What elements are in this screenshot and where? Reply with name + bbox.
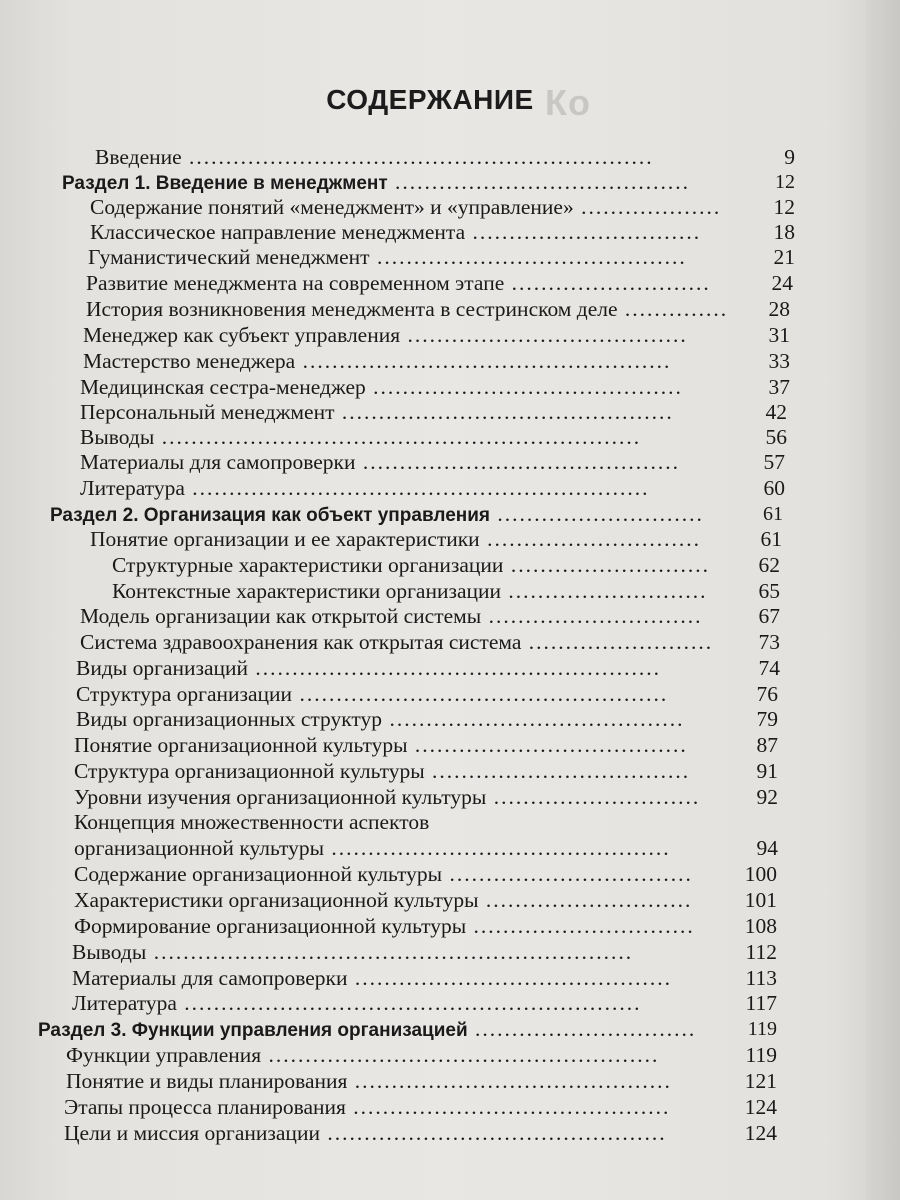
- toc-entry: [74, 758, 690, 784]
- entry-title: Понятие организации и ее характеристики: [90, 527, 480, 551]
- page-number: 112: [745, 940, 777, 964]
- entry-title: Персональный менеджмент: [80, 400, 335, 424]
- page-number: 119: [745, 1043, 777, 1067]
- toc-row: [74, 809, 820, 835]
- bleed-through-text: Ко: [545, 82, 591, 123]
- page-number: 67: [758, 604, 780, 628]
- toc-entry: [76, 681, 668, 707]
- entry-title: Структура организации: [76, 682, 293, 706]
- toc-entry: [74, 913, 695, 939]
- toc-row: [74, 913, 820, 939]
- entry-title: Концепция множественности аспектов: [74, 810, 430, 834]
- toc-row: [112, 578, 820, 604]
- page-number: 92: [756, 785, 778, 809]
- toc-entry: [83, 322, 688, 348]
- leader-dots: ..................................................: [295, 349, 672, 373]
- leader-dots: ..............................................: [319, 1121, 667, 1145]
- toc-row: [76, 681, 820, 707]
- toc-entry: [50, 501, 704, 529]
- leader-dots: ...............................................................: [181, 145, 654, 169]
- entry-title: Виды организаций: [76, 656, 249, 680]
- toc-entry: [74, 887, 692, 913]
- page-number: 100: [744, 862, 777, 886]
- toc-row: [64, 1120, 820, 1146]
- leader-dots: ..............................: [466, 914, 695, 938]
- entry-title: Модель организации как открытой системы: [80, 604, 482, 628]
- toc-row: [74, 861, 820, 887]
- page-number: 12: [773, 195, 795, 219]
- toc-entry: [88, 244, 687, 270]
- page-number: 28: [768, 297, 790, 321]
- toc-row: [66, 1068, 820, 1094]
- leader-dots: .................................................................: [146, 940, 634, 964]
- toc-entry: [80, 603, 702, 629]
- toc-entry: [80, 424, 641, 450]
- leader-dots: ...................: [573, 195, 722, 219]
- page-number: 18: [773, 220, 795, 244]
- toc-entry: [83, 348, 671, 374]
- toc-row: [80, 629, 820, 655]
- toc-entry: [112, 552, 710, 578]
- toc-row: [112, 552, 820, 578]
- entry-title: Этапы процесса планирования: [64, 1095, 346, 1119]
- leader-dots: ...............................: [465, 220, 702, 244]
- leader-dots: ............................: [486, 785, 701, 809]
- section-heading-row: [62, 169, 820, 195]
- section-heading-row: [50, 501, 820, 527]
- leader-dots: ...........................................: [345, 1095, 671, 1119]
- toc-entry: [80, 629, 713, 655]
- entry-title: Характеристики организационной культуры: [74, 888, 479, 912]
- toc-entry: [72, 939, 633, 965]
- toc-entry: [90, 526, 701, 552]
- entry-title: Классическое направление менеджмента: [90, 220, 466, 244]
- entry-title: Мастерство менеджера: [83, 349, 296, 373]
- toc-row: [74, 784, 820, 810]
- leader-dots: ..........................................: [365, 375, 683, 399]
- leader-dots: ..............................................: [324, 836, 671, 860]
- toc-row: [83, 348, 820, 374]
- toc-entry: [112, 578, 708, 604]
- toc-entry: [90, 194, 721, 220]
- toc-entry: [80, 399, 674, 425]
- toc-entry: [74, 835, 671, 861]
- page-number: 124: [744, 1095, 777, 1119]
- leader-dots: ............................: [478, 888, 693, 912]
- entry-title: Функции управления: [66, 1043, 262, 1067]
- leader-dots: .................................: [442, 862, 693, 886]
- page-number: 56: [765, 425, 787, 449]
- leader-dots: .........................: [521, 630, 714, 654]
- entry-title: Менеджер как субъект управления: [83, 323, 401, 347]
- toc-entry: [76, 655, 661, 681]
- entry-title: Развитие менеджмента на современном этапе: [86, 271, 505, 295]
- entry-title: Виды организационных структур: [76, 707, 383, 731]
- toc-row: [74, 835, 820, 861]
- toc-row: [64, 1094, 820, 1120]
- leader-dots: .............................................: [334, 400, 674, 424]
- entry-title: Введение: [95, 145, 182, 169]
- toc-entry: [76, 706, 684, 732]
- toc-entry: [95, 144, 654, 170]
- entry-title: Система здравоохранения как открытая система: [80, 630, 522, 654]
- entry-title: Содержание организационной культуры: [74, 862, 443, 886]
- toc-entry: [66, 1042, 659, 1068]
- leader-dots: ......................................: [400, 323, 688, 347]
- entry-title: Выводы: [80, 425, 155, 449]
- toc-row: [76, 706, 820, 732]
- leader-dots: ........................................: [387, 170, 691, 194]
- entry-title: Контекстные характеристики организации: [112, 579, 502, 603]
- toc-row: [83, 322, 820, 348]
- entry-title: Материалы для самопроверки: [72, 966, 348, 990]
- toc-entry: [86, 270, 711, 296]
- leader-dots: ...........................: [504, 271, 711, 295]
- entry-title: Цели и миссия организации: [64, 1121, 320, 1145]
- entry-title: Уровни изучения организационной культуры: [74, 785, 487, 809]
- page-number: 24: [771, 271, 793, 295]
- toc-row: [80, 603, 820, 629]
- toc-row: [90, 526, 820, 552]
- entry-title: Литература: [72, 991, 177, 1015]
- entry-title: организационной культуры: [74, 836, 325, 860]
- toc-row: [72, 939, 820, 965]
- toc-row: [72, 990, 820, 1016]
- page-number: 121: [744, 1069, 777, 1093]
- page-number: 87: [756, 733, 778, 757]
- leader-dots: ..............................................................: [176, 991, 642, 1015]
- page-number: 42: [765, 400, 787, 424]
- page-edge: [866, 0, 900, 1200]
- page-number: 21: [773, 245, 795, 269]
- toc-entry: [90, 219, 701, 245]
- toc-entry: [74, 809, 429, 835]
- toc-row: [74, 887, 820, 913]
- leader-dots: ..................................................: [292, 682, 669, 706]
- leader-dots: ...........................................: [347, 966, 672, 990]
- toc-row: [90, 219, 820, 245]
- page-number: 101: [744, 888, 777, 912]
- entry-title: Формирование организационной культуры: [74, 914, 467, 938]
- toc-entry: [74, 861, 693, 887]
- page-number: 74: [758, 656, 780, 680]
- page-number: 33: [768, 349, 790, 373]
- toc-row: [80, 399, 820, 425]
- page-number: 12: [775, 171, 795, 193]
- page-number: 94: [756, 836, 778, 860]
- toc-row: [88, 244, 820, 270]
- leader-dots: ..........................................: [369, 245, 687, 269]
- toc-entry: [62, 169, 690, 197]
- leader-dots: ...........................: [501, 579, 708, 603]
- toc-row: [72, 965, 820, 991]
- page-number: 73: [758, 630, 780, 654]
- entry-title: История возникновения менеджмента в сестринском деле: [86, 297, 618, 321]
- page-number: 60: [763, 476, 785, 500]
- leader-dots: ...........................................: [355, 450, 680, 474]
- entry-title: Гуманистический менеджмент: [88, 245, 370, 269]
- entry-title: Понятие организационной культуры: [74, 733, 408, 757]
- page-number: 57: [763, 450, 785, 474]
- toc-row: [76, 655, 820, 681]
- page-number: 108: [744, 914, 777, 938]
- section-title: Раздел 2. Организация как объект управления: [50, 505, 491, 526]
- leader-dots: .......................................................: [248, 656, 662, 680]
- toc-row: [86, 270, 820, 296]
- page-number: 9: [784, 145, 795, 169]
- leader-dots: ...................................: [424, 759, 691, 783]
- toc-row: [74, 732, 820, 758]
- page-number: 117: [745, 991, 777, 1015]
- toc-row: [74, 758, 820, 784]
- leader-dots: ...........................................: [347, 1069, 672, 1093]
- leader-dots: .............................: [479, 527, 701, 551]
- toc-row: [80, 475, 820, 501]
- toc-entry: [80, 449, 680, 475]
- leader-dots: ..............................................................: [184, 476, 650, 500]
- page-number: 65: [758, 579, 780, 603]
- page-number: 119: [747, 1018, 777, 1040]
- toc-entry: [64, 1120, 667, 1146]
- toc-entry: [80, 374, 683, 400]
- toc-entry: [86, 296, 728, 322]
- toc-row: [80, 374, 820, 400]
- leader-dots: ..............................: [467, 1017, 697, 1041]
- leader-dots: ........................................: [382, 707, 685, 731]
- entry-title: Материалы для самопроверки: [80, 450, 356, 474]
- toc-row: [90, 194, 820, 220]
- page-number: 124: [744, 1121, 777, 1145]
- page-number: 31: [768, 323, 790, 347]
- toc-entry: [72, 990, 642, 1016]
- toc-entry: [38, 1016, 696, 1044]
- toc-row: [95, 144, 820, 170]
- toc-row: [80, 449, 820, 475]
- leader-dots: .............................: [481, 604, 703, 628]
- toc-entry: [80, 475, 650, 501]
- entry-title: Понятие и виды планирования: [66, 1069, 348, 1093]
- entry-title: Медицинская сестра-менеджер: [80, 375, 366, 399]
- toc-entry: [72, 965, 672, 991]
- page-title: СОДЕРЖАНИЕ: [326, 84, 534, 115]
- entry-title: Структура организационной культуры: [74, 759, 425, 783]
- page-number: 79: [756, 707, 778, 731]
- toc-entry: [74, 784, 700, 810]
- page-number: 113: [745, 966, 777, 990]
- entry-title: Содержание понятий «менеджмент» и «управление»: [90, 195, 574, 219]
- entry-title: Структурные характеристики организации: [112, 553, 504, 577]
- section-title: Раздел 3. Функции управления организацией: [38, 1020, 468, 1041]
- toc-entry: [66, 1068, 672, 1094]
- page-number: 37: [768, 375, 790, 399]
- page-number: 62: [758, 553, 780, 577]
- leader-dots: ..............: [617, 297, 729, 321]
- entry-title: Выводы: [72, 940, 147, 964]
- page-number: 76: [756, 682, 778, 706]
- toc-row: [66, 1042, 820, 1068]
- toc-row: [86, 296, 820, 322]
- leader-dots: ............................: [490, 502, 704, 526]
- leader-dots: .....................................................: [261, 1043, 660, 1067]
- leader-dots: .................................................................: [154, 425, 642, 449]
- toc-row: [80, 424, 820, 450]
- leader-dots: .....................................: [407, 733, 688, 757]
- page-number: 91: [756, 759, 778, 783]
- leader-dots: ...........................: [503, 553, 710, 577]
- toc-entry: [64, 1094, 670, 1120]
- entry-title: Литература: [80, 476, 185, 500]
- section-title: Раздел 1. Введение в менеджмент: [62, 173, 388, 194]
- toc-entry: [74, 732, 688, 758]
- section-heading-row: [38, 1016, 820, 1042]
- page-number: 61: [760, 527, 782, 551]
- page-number: 61: [763, 503, 783, 525]
